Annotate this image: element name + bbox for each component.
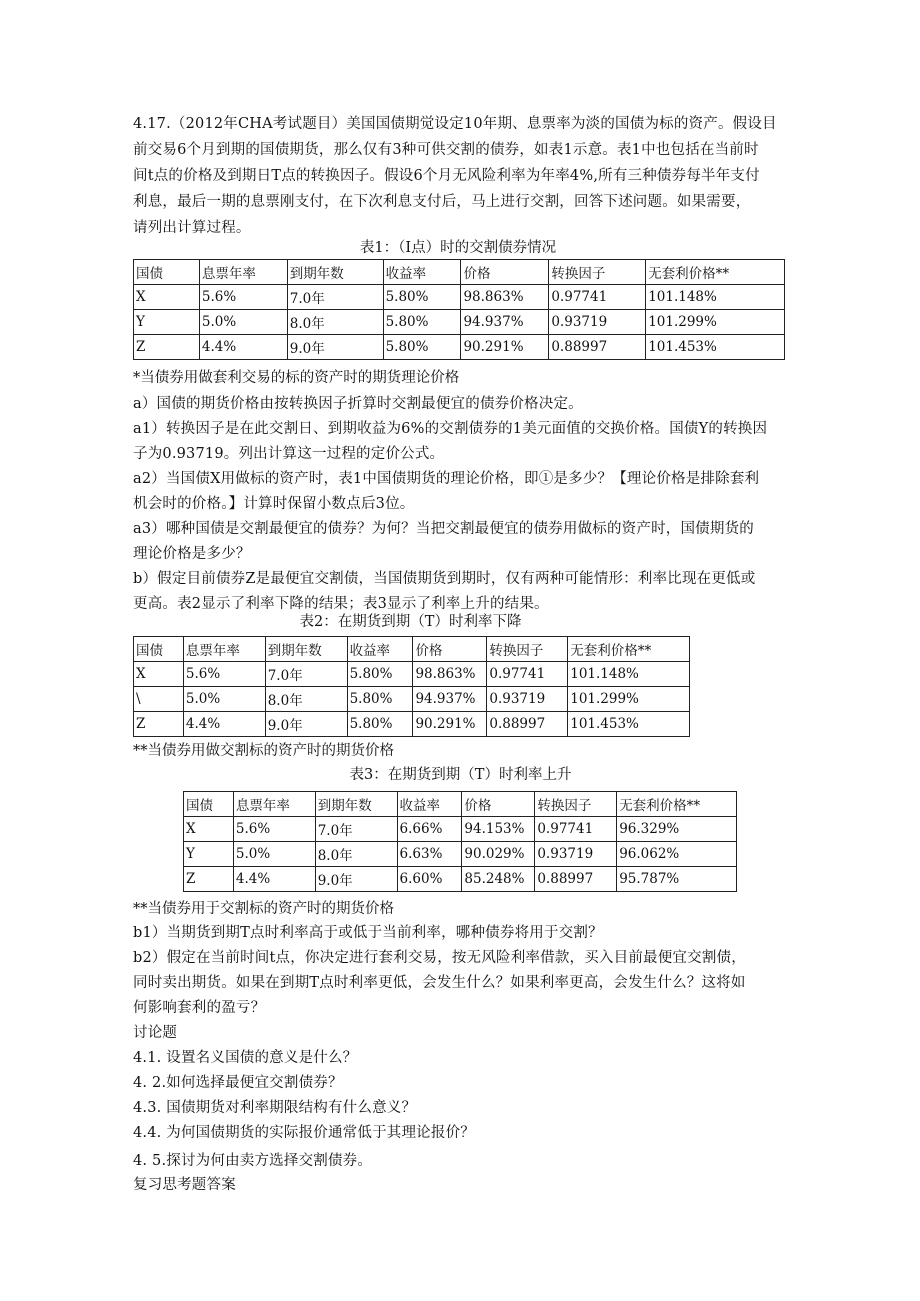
table-cell: 101.299% [646, 310, 785, 335]
question-line: 同时卖出期货。如果在到期T点时利率更低，会发生什么？如果利率更高，会发生什么？这将如 [133, 975, 746, 991]
table1-note: *当债券用做套利交易的标的资产时的期货理论价格 [133, 370, 460, 386]
table-row [134, 662, 690, 687]
table-cell: Z [134, 712, 184, 737]
table-cell: 4.4% [233, 867, 315, 892]
discussion-item: 4.1. 设置名义国债的意义是什么？ [133, 1050, 358, 1066]
table-cell: 5.0% [233, 842, 315, 867]
table-cell: 95.787% [617, 867, 737, 892]
table-cell: Y [134, 310, 200, 335]
table-cell: 9.0年 [287, 335, 383, 360]
header-cell: 国债 [184, 792, 234, 817]
section-footer: 复习思考题答案 [133, 1177, 236, 1193]
header-cell: 转换因子 [549, 260, 646, 285]
table-cell: 0.88997 [535, 867, 617, 892]
question-line: a2）当国债X用做标的资产时，表1中国债期货的理论价格，即①是多少？【理论价格是排除套利 [133, 471, 760, 487]
table-cell: 8.0年 [287, 310, 383, 335]
question-line: b1）当期货到期T点时利率高于或低于当前利率，哪种债券将用于交割？ [133, 925, 603, 941]
table-cell: 7.0年 [265, 662, 347, 687]
table-cell: 5.80% [383, 285, 461, 310]
header-cell: 息票年率 [183, 637, 265, 662]
header-cell: 息票年率 [199, 260, 287, 285]
question-line: 理论价格是多少？ [133, 546, 251, 562]
table-cell: 98.863% [413, 662, 487, 687]
question-line: a1）转换因子是在此交割日、到期收益为6%的交割债券的1美元面值的交换价格。国债Y的转换因 [133, 421, 768, 437]
header-cell: 到期年数 [265, 637, 347, 662]
table-cell: X [134, 285, 200, 310]
table-cell: \ [134, 687, 184, 712]
header-cell: 价格 [461, 260, 549, 285]
table-cell: 101.148% [646, 285, 785, 310]
table-cell: 98.863% [461, 285, 549, 310]
table-cell: 101.453% [568, 712, 690, 737]
intro-line: 利息，最后一期的息票刚支付，在下次利息支付后，马上进行交割，回答下述问题。如果需要， [133, 194, 751, 210]
header-cell: 价格 [413, 637, 487, 662]
table-cell: 4.4% [199, 335, 287, 360]
table-row [134, 687, 690, 712]
table-cell: 90.029% [462, 842, 535, 867]
header-cell: 无套利价格** [568, 637, 690, 662]
discussion-item: 4.4. 为何国债期货的实际报价通常低于其理论报价？ [133, 1125, 475, 1141]
table-cell: 5.6% [199, 285, 287, 310]
table2-caption: 表2：在期货到期（T）时利率下降 [299, 614, 522, 630]
question-line: 何影响套利的盈亏？ [133, 1000, 266, 1016]
table-cell: 101.148% [568, 662, 690, 687]
discussion-heading: 讨论题 [133, 1025, 178, 1041]
table-cell: 5.0% [199, 310, 287, 335]
table3 [183, 791, 737, 892]
table-header-row [184, 792, 737, 817]
table-row [184, 842, 737, 867]
table-cell: 96.329% [617, 817, 737, 842]
intro-line: 4.17.（2012年CHA考试题目）美国国债期觉设定10年期、息票率为淡的国债为标的资产。假设目 [133, 116, 777, 132]
table-cell: 94.937% [413, 687, 487, 712]
header-cell: 收益率 [397, 792, 462, 817]
table-cell: Z [134, 335, 200, 360]
header-cell: 到期年数 [315, 792, 397, 817]
table-cell: 5.80% [347, 662, 413, 687]
table3-note: **当债券用于交割标的资产时的期货价格 [133, 901, 394, 917]
table-cell: 7.0年 [287, 285, 383, 310]
table-cell: 90.291% [413, 712, 487, 737]
question-line: 机会时的价格。】计算时保留小数点后3位。 [133, 496, 415, 512]
table-cell: 5.80% [347, 712, 413, 737]
table-cell: 8.0年 [265, 687, 347, 712]
table-cell: 9.0年 [315, 867, 397, 892]
table-cell: 7.0年 [315, 817, 397, 842]
header-cell: 转换因子 [487, 637, 568, 662]
table3-caption: 表3：在期货到期（T）时利率上升 [349, 767, 572, 783]
table-cell: 5.0% [183, 687, 265, 712]
table-cell: 6.63% [397, 842, 462, 867]
table-cell: Z [184, 867, 234, 892]
intro-line: 前交易6个月到期的国债期货，那么仅有3种可供交割的债券，如表1示意。表1中也包括在当前时 [133, 142, 759, 158]
discussion-item: 4. 2.如何选择最便宜交割债券？ [133, 1075, 343, 1091]
table-cell: 5.80% [383, 310, 461, 335]
header-cell: 息票年率 [233, 792, 315, 817]
question-line: 更高。表2显示了利率下降的结果；表3显示了利率上升的结果。 [133, 596, 549, 612]
header-cell: 无套利价格** [617, 792, 737, 817]
header-cell: 无套利价格** [646, 260, 785, 285]
table-cell: X [184, 817, 234, 842]
header-cell: 价格 [462, 792, 535, 817]
question-line: b2）假定在当前时间t点，你决定进行套利交易，按无风险利率借款，买入目前最便宜交割债， [133, 950, 746, 966]
table-cell: 94.153% [462, 817, 535, 842]
header-cell: 转换因子 [535, 792, 617, 817]
table-row [184, 817, 737, 842]
table-cell: 0.97741 [487, 662, 568, 687]
table-cell: 9.0年 [265, 712, 347, 737]
table-row [134, 712, 690, 737]
header-cell: 收益率 [347, 637, 413, 662]
table-cell: 85.248% [462, 867, 535, 892]
table-cell: 5.80% [383, 335, 461, 360]
table-cell: Y [184, 842, 234, 867]
table1-caption: 表1：（I点）时的交割债券情况 [359, 240, 557, 256]
table-cell: 6.60% [397, 867, 462, 892]
header-cell: 国债 [134, 260, 200, 285]
intro-line: 请列出计算过程。 [133, 220, 251, 236]
table-header-row [134, 637, 690, 662]
question-line: a）国债的期货价格由按转换因子折算时交割最便宜的债券价格决定。 [133, 396, 583, 412]
table-cell: 5.6% [233, 817, 315, 842]
table-cell: X [134, 662, 184, 687]
table-cell: 96.062% [617, 842, 737, 867]
table-cell: 6.66% [397, 817, 462, 842]
table2 [133, 636, 690, 737]
table-cell: 0.88997 [487, 712, 568, 737]
table-cell: 94.937% [461, 310, 549, 335]
question-line: 子为0.93719。列出计算这一过程的定价公式。 [133, 446, 445, 462]
question-line: b）假定目前债券Z是最便宜交割债，当国债期货到期时，仅有两种可能情形：利率比现在更低或 [133, 571, 756, 587]
table-header-row [134, 260, 785, 285]
table1 [133, 259, 785, 360]
table-cell: 5.80% [347, 687, 413, 712]
table-row [134, 285, 785, 310]
table2-note: **当债券用做交割标的资产时的期货价格 [133, 743, 394, 759]
intro-line: 间t点的价格及到期日T点的转换因子。假设6个月无风险利率为年率4%,所有三种债券每半年支付 [133, 168, 760, 184]
discussion-item: 4. 5.探讨为何由卖方选择交割债券。 [133, 1153, 373, 1169]
table-cell: 0.93719 [487, 687, 568, 712]
table-cell: 8.0年 [315, 842, 397, 867]
header-cell: 到期年数 [287, 260, 383, 285]
table-row [184, 867, 737, 892]
table-cell: 4.4% [183, 712, 265, 737]
table-cell: 0.88997 [549, 335, 646, 360]
table-cell: 101.299% [568, 687, 690, 712]
discussion-item: 4.3. 国债期货对利率期限结构有什么意义？ [133, 1100, 417, 1116]
table-cell: 0.97741 [549, 285, 646, 310]
table-cell: 0.93719 [535, 842, 617, 867]
table-cell: 101.453% [646, 335, 785, 360]
table-cell: 0.93719 [549, 310, 646, 335]
table-cell: 0.97741 [535, 817, 617, 842]
header-cell: 国债 [134, 637, 184, 662]
header-cell: 收益率 [383, 260, 461, 285]
table-row [134, 310, 785, 335]
question-line: a3）哪种国债是交割最便宜的债券？为何？当把交割最便宜的债券用做标的资产时，国债期货的 [133, 521, 754, 537]
table-row [134, 335, 785, 360]
table-cell: 5.6% [183, 662, 265, 687]
table-cell: 90.291% [461, 335, 549, 360]
